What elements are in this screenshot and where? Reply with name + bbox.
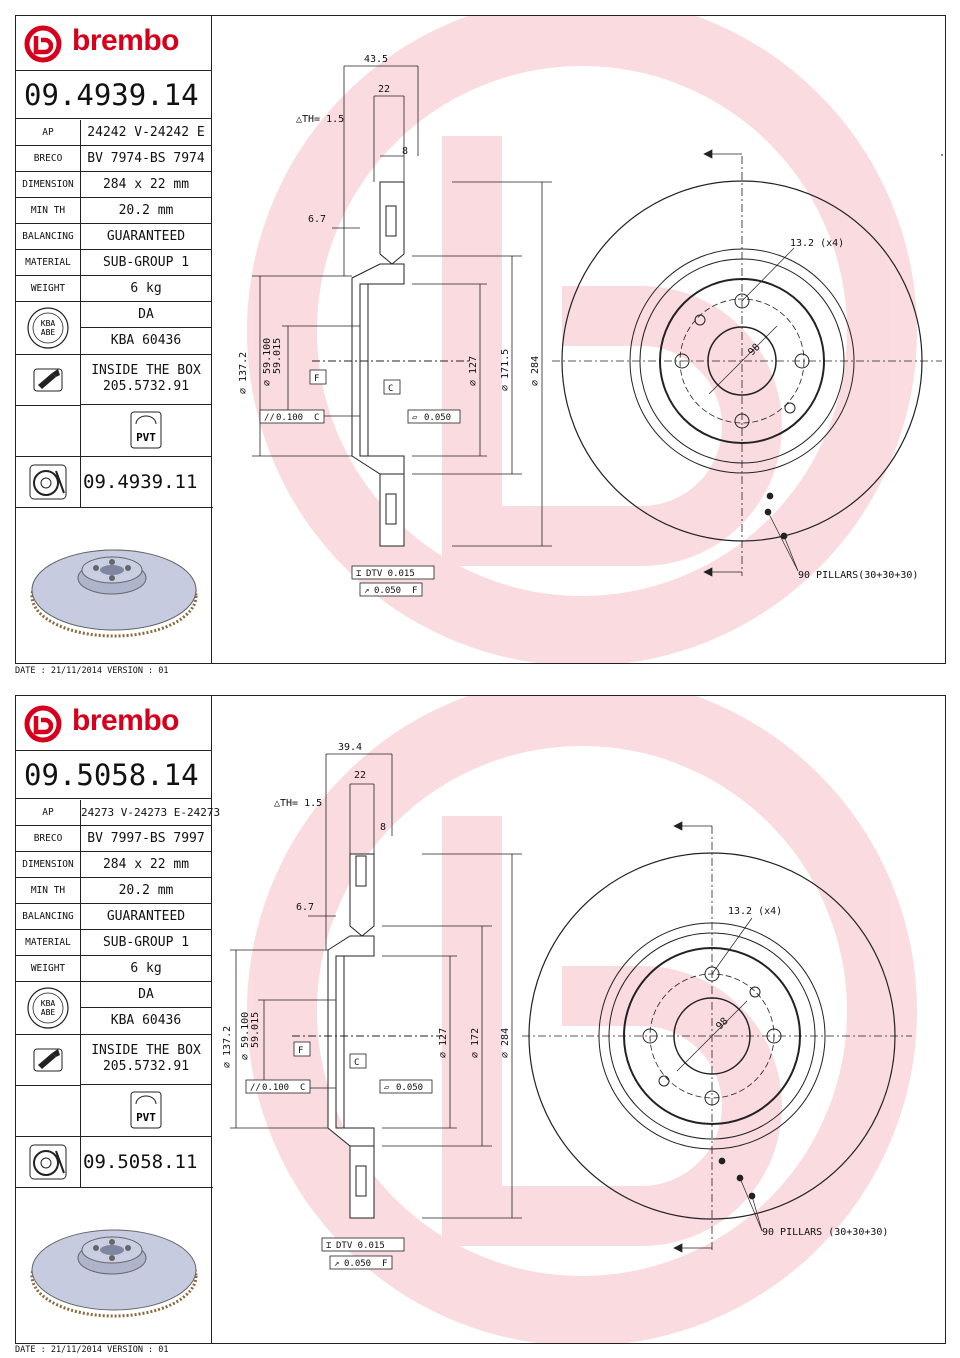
drawing-sheet-2 (15, 695, 946, 1344)
dim-pcd: 98 (714, 1015, 731, 1033)
datum-f: F (298, 1046, 304, 1056)
coated-disc-icon (16, 457, 80, 507)
spec-row (16, 878, 211, 904)
tol1-symbol: // (264, 413, 275, 423)
spec-row (16, 224, 211, 250)
dtv-symbol: ⌶ (326, 1241, 332, 1251)
screw-cell (16, 355, 81, 406)
spec-key: MATERIAL (16, 250, 81, 275)
pvt-badge-icon (81, 1086, 211, 1136)
spec-row (16, 930, 211, 956)
spec-value: 20.2 mm (118, 203, 174, 218)
alt-part-number: 09.5058.11 (81, 1137, 213, 1188)
spec-value: GUARANTEED (106, 909, 186, 924)
inside-box (81, 355, 211, 405)
dim-d4: ∅ 172 (470, 1027, 481, 1058)
spec-key: MIN TH (16, 878, 81, 903)
spec-key: WEIGHT (16, 276, 81, 301)
spec-key: DIMENSION (16, 172, 81, 197)
kba-seal-icon (16, 302, 80, 354)
runout-ref: F (382, 1259, 388, 1269)
spec-key: BRECO (16, 826, 81, 851)
disc-render (16, 1188, 211, 1342)
brembo-watermark-icon (282, 711, 882, 1311)
spec-key: BALANCING (16, 224, 81, 249)
dim-d1: ∅ 137.2 (238, 351, 249, 394)
spec-row (16, 250, 211, 276)
kba-da: DA (81, 982, 211, 1008)
kba-number: KBA 60436 (81, 328, 211, 355)
spec-key: AP (16, 800, 81, 825)
spec-panel (16, 16, 212, 663)
spec-value: BV 7974-BS 7974 (87, 151, 205, 166)
brand-logo (16, 16, 211, 71)
tol1-value: 0.100 (262, 1083, 290, 1093)
datum-f: F (314, 374, 320, 384)
kba-seal-text-1: KBA (40, 999, 56, 1008)
disc-render-icon (16, 508, 211, 662)
spec-key: AP (16, 120, 81, 145)
brand-name: brembo (72, 704, 180, 737)
coated-disc-icon (16, 1137, 80, 1187)
drawing-sheet-1 (15, 15, 946, 664)
dim-th: △TH= 1.5 (296, 114, 345, 125)
spec-key: BALANCING (16, 904, 81, 929)
brembo-watermark-icon (282, 31, 882, 631)
empty-cell (16, 406, 81, 457)
dtv-value: DTV 0.015 (366, 569, 415, 579)
spec-panel (16, 696, 221, 1343)
pillars-label: 90 PILLARS(30+30+30) (798, 570, 919, 581)
spec-row (16, 956, 211, 982)
datum-c: C (388, 384, 394, 394)
technical-drawing (212, 16, 945, 663)
spec-key: DIMENSION (16, 852, 81, 877)
datum-c: C (354, 1058, 360, 1068)
tol2-value: 0.050 (396, 1083, 424, 1093)
dim-d2a: ∅ 59.100 (262, 337, 273, 386)
footer-date-version: DATE : 21/11/2014 VERSION : 01 (15, 1345, 169, 1355)
inside-box-code: 205.5732.91 (102, 379, 190, 394)
coated-disc-cell (16, 457, 81, 508)
dim-pcd: 98 (746, 341, 763, 359)
spec-value: 284 x 22 mm (102, 857, 190, 872)
tol1-ref: C (300, 1083, 306, 1093)
spec-key: MIN TH (16, 198, 81, 223)
kba-cell (16, 982, 81, 1035)
runout-symbol: ↗ (334, 1259, 340, 1269)
pvt-label: PVT (136, 431, 156, 444)
spec-row (16, 276, 211, 302)
screw-icon (16, 1035, 80, 1085)
spec-value: BV 7997-BS 7997 (87, 831, 205, 846)
pvt-cell (81, 406, 211, 457)
dim-d5: ∅ 284 (530, 355, 541, 386)
pillars-label: 90 PILLARS (30+30+30) (762, 1227, 889, 1238)
alt-part-number: 09.4939.11 (81, 457, 213, 508)
runout-value: 0.050 (344, 1259, 372, 1269)
spec-row (16, 120, 211, 146)
spec-row (16, 172, 211, 198)
dtv-value: DTV 0.015 (336, 1241, 385, 1251)
kba-seal-icon (16, 982, 80, 1034)
dim-d5: ∅ 284 (500, 1027, 511, 1058)
spec-row (16, 852, 211, 878)
tol2-symbol: ▱ (412, 413, 418, 423)
kba-seal-text-2: ABE (40, 1008, 56, 1017)
disc-render (16, 508, 211, 662)
spec-value: 284 x 22 mm (102, 177, 190, 192)
spec-value: 6 kg (130, 281, 162, 296)
kba-seal-text-1: KBA (40, 319, 56, 328)
dim-th: △TH= 1.5 (274, 798, 323, 809)
spec-row (16, 198, 211, 224)
kba-da: DA (81, 302, 211, 328)
spec-value: SUB-GROUP 1 (102, 255, 190, 270)
spec-row (16, 826, 211, 852)
brand-logo (16, 696, 211, 751)
dtv-symbol: ⌶ (356, 569, 362, 579)
dim-d4: ∅ 171.5 (500, 348, 511, 391)
runout-value: 0.050 (374, 586, 402, 596)
pvt-badge-icon (81, 406, 211, 456)
spec-row (16, 904, 211, 930)
spec-value: 24242 V-24242 E (87, 125, 205, 140)
inside-box-title: INSIDE THE BOX (91, 363, 201, 378)
dim-d2b: 59.015 (272, 337, 283, 374)
kba-number: KBA 60436 (81, 1008, 211, 1035)
tol2-value: 0.050 (424, 413, 452, 423)
dim-d3: ∅ 127 (438, 1027, 449, 1058)
empty-cell (16, 1086, 81, 1137)
dim-thickness: 22 (354, 770, 367, 781)
dim-d1: ∅ 137.2 (222, 1025, 233, 1068)
technical-drawing (212, 696, 945, 1343)
tol2-symbol: ▱ (384, 1083, 390, 1093)
spec-row (16, 146, 211, 172)
spec-key: WEIGHT (16, 956, 81, 981)
dim-thickness: 22 (378, 84, 391, 95)
spec-key: MATERIAL (16, 930, 81, 955)
dim-vane: 8 (402, 146, 409, 157)
screw-icon (16, 355, 80, 405)
inside-box-title: INSIDE THE BOX (91, 1043, 201, 1058)
footer-date-version: DATE : 21/11/2014 VERSION : 01 (15, 666, 169, 676)
screw-cell (16, 1035, 81, 1086)
dim-hat: 6.7 (308, 214, 327, 225)
brembo-logo-icon (24, 705, 68, 743)
pvt-cell (81, 1086, 211, 1137)
dim-total-width: 43.5 (364, 54, 389, 65)
dim-bolt: 13.2 (x4) (790, 238, 845, 249)
spec-row (16, 800, 221, 826)
part-number: 09.5058.14 (16, 751, 211, 799)
technical-drawing-svg (212, 16, 945, 663)
dim-hat: 6.7 (296, 902, 315, 913)
dim-d2a: ∅ 59.100 (240, 1011, 251, 1060)
brembo-logo-icon (24, 25, 68, 63)
dim-d3: ∅ 127 (468, 355, 479, 386)
tol1-symbol: // (250, 1083, 261, 1093)
part-number: 09.4939.14 (16, 71, 211, 119)
inside-box-code: 205.5732.91 (102, 1059, 190, 1074)
spec-value: SUB-GROUP 1 (102, 935, 190, 950)
pvt-label: PVT (136, 1111, 156, 1124)
spec-key: BRECO (16, 146, 81, 171)
spec-value: 6 kg (130, 961, 162, 976)
runout-ref: F (412, 586, 418, 596)
runout-symbol: ↗ (364, 586, 370, 596)
disc-render-icon (16, 1188, 211, 1342)
dim-bolt: 13.2 (x4) (728, 906, 783, 917)
spec-value: 20.2 mm (118, 883, 174, 898)
kba-seal-text-2: ABE (40, 328, 56, 337)
spec-value: GUARANTEED (106, 229, 186, 244)
dim-vane: 8 (380, 822, 387, 833)
kba-cell (16, 302, 81, 355)
tol1-ref: C (314, 413, 320, 423)
spec-value: 24273 V-24273 E-24273 (81, 806, 221, 819)
dim-total-width: 39.4 (338, 742, 363, 753)
technical-drawing-svg (212, 696, 945, 1343)
brand-name: brembo (72, 24, 180, 57)
coated-disc-cell (16, 1137, 81, 1188)
dim-d2b: 59.015 (250, 1011, 261, 1048)
inside-box (81, 1035, 211, 1085)
tol1-value: 0.100 (276, 413, 304, 423)
